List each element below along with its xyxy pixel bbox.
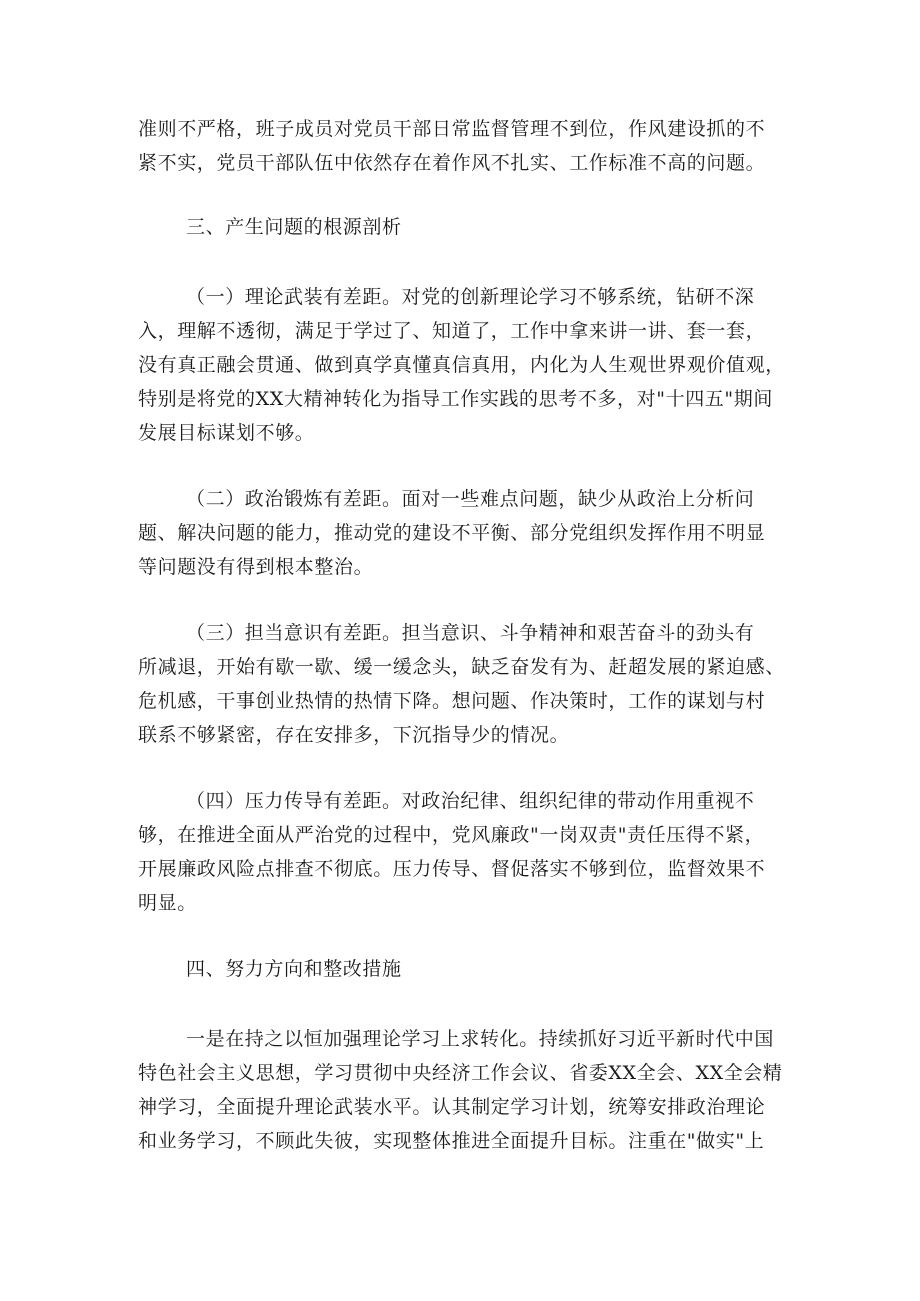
paragraph-line: 题、解决问题的能力，推动党的建设不平衡、部分党组织发挥作用不明显 xyxy=(138,522,766,544)
paragraph-line: 特色社会主义思想，学习贯彻中央经济工作会议、省委XX全会、XX全会精 xyxy=(138,1062,783,1084)
paragraph-line: 联系不够紧密，存在安排多，下沉指导少的情况。 xyxy=(138,724,570,746)
paragraph-line: 神学习，全面提升理论武装水平。认其制定学习计划，统筹安排政治理论 xyxy=(138,1096,766,1118)
paragraph-line: 准则不严格，班子成员对党员干部日常监督管理不到位，作风建设抓的不 xyxy=(138,118,766,140)
paragraph-line: （四）压力传导有差距。对政治纪律、组织纪律的带动作用重视不 xyxy=(186,790,755,812)
paragraph-line: （一）理论武装有差距。对党的创新理论学习不够系统，钻研不深 xyxy=(186,286,755,308)
paragraph-line: 发展目标谋划不够。 xyxy=(138,422,315,444)
section-heading: 三、产生问题的根源剖析 xyxy=(186,216,402,238)
paragraph-line: 特别是将党的XX大精神转化为指导工作实践的思考不多，对"十四五"期间 xyxy=(138,388,773,410)
paragraph-line: 所减退，开始有歇一歇、缓一缓念头，缺乏奋发有为、赶超发展的紧迫感、 xyxy=(138,656,785,678)
paragraph-line: （三）担当意识有差距。担当意识、斗争精神和艰苦奋斗的劲头有 xyxy=(186,622,755,644)
paragraph-line: 开展廉政风险点排查不彻底。压力传导、督促落实不够到位，监督效果不 xyxy=(138,858,766,880)
paragraph-line: 入，理解不透彻，满足于学过了、知道了，工作中拿来讲一讲、套一套， xyxy=(138,320,766,342)
paragraph-line: 没有真正融会贯通、做到真学真懂真信真用，内化为人生观世界观价值观， xyxy=(138,354,785,376)
paragraph-line: 够，在推进全面从严治党的过程中，党风廉政"一岗双责"责任压得不紧， xyxy=(138,824,765,846)
paragraph-line: 等问题没有得到根本整治。 xyxy=(138,556,374,578)
paragraph-line: 紧不实，党员干部队伍中依然存在着作风不扎实、工作标准不高的问题。 xyxy=(138,152,766,174)
paragraph-line: 一是在持之以恒加强理论学习上求转化。持续抓好习近平新时代中国 xyxy=(186,1028,775,1050)
paragraph-line: 明显。 xyxy=(138,892,197,914)
paragraph-line: 危机感，干事创业热情的热情下降。想问题、作决策时，工作的谋划与村 xyxy=(138,690,766,712)
paragraph-line: 和业务学习，不顾此失彼，实现整体推进全面提升目标。注重在"做实"上 xyxy=(138,1130,765,1152)
paragraph-line: （二）政治锻炼有差距。面对一些难点问题，缺少从政治上分析问 xyxy=(186,488,755,510)
section-heading: 四、努力方向和整改措施 xyxy=(186,958,402,980)
